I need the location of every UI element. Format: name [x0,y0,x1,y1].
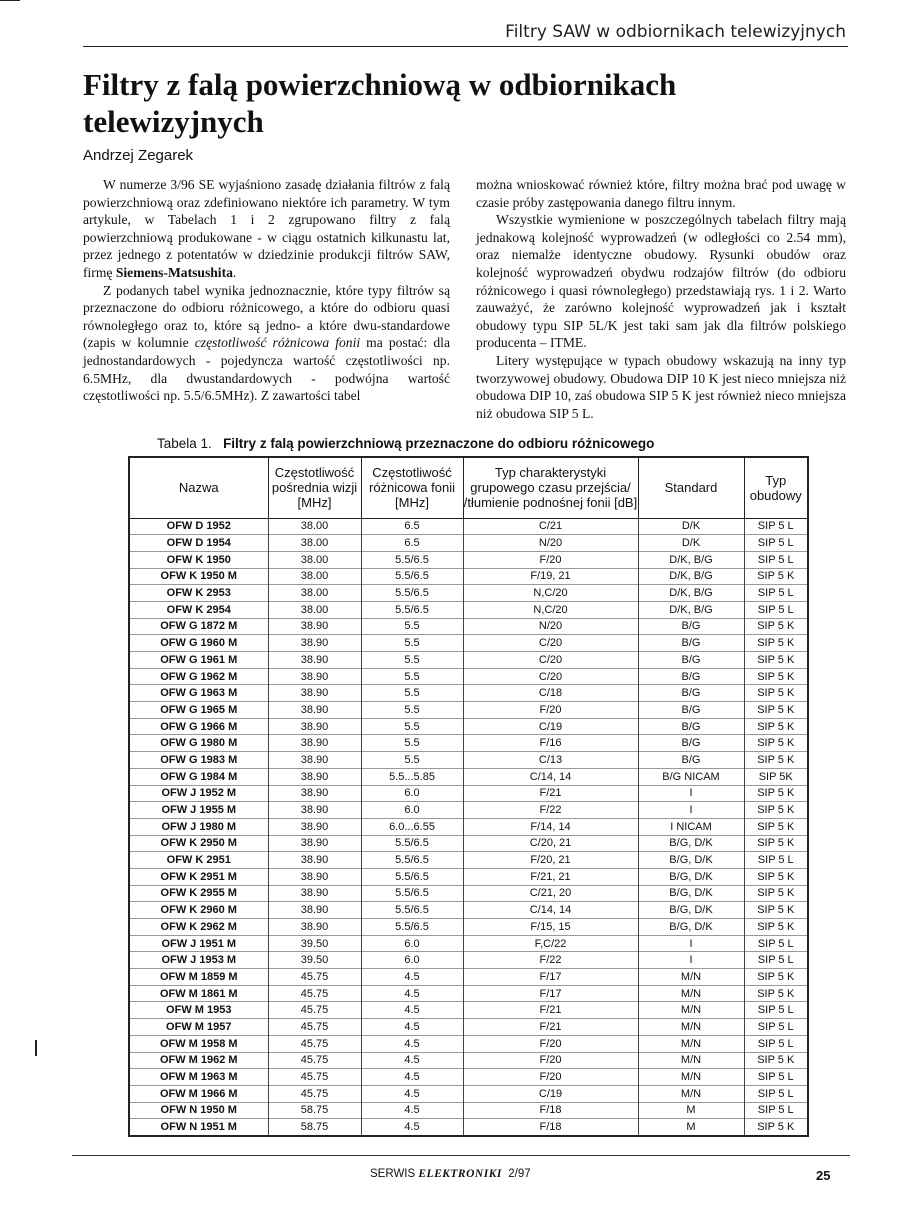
table-cell: N,C/20 [463,601,638,618]
table-cell: SIP 5 L [744,1085,808,1102]
table-cell: C/20, 21 [463,835,638,852]
running-title: Filtry SAW w odbiornikach telewizyjnych [505,22,846,42]
table-cell: B/G, D/K [638,868,744,885]
table-row [129,718,808,735]
table-row [129,1019,808,1036]
table-cell: C/19 [463,1085,638,1102]
table-row [129,535,808,552]
table-cell: D/K [638,535,744,552]
table-cell: 5.5/6.5 [361,568,463,585]
table-cell: OFW N 1951 M [129,1119,268,1136]
table-cell: OFW K 2960 M [129,902,268,919]
table-cell: SIP 5 K [744,969,808,986]
table-cell: 5.5 [361,652,463,669]
table-cell: SIP 5 K [744,868,808,885]
table-cell: B/G, D/K [638,852,744,869]
table-cell: F/14, 14 [463,818,638,835]
table-cell: OFW G 1983 M [129,752,268,769]
table-cell: OFW G 1961 M [129,652,268,669]
table-cell: 6.0...6.55 [361,818,463,835]
table-cell: I NICAM [638,818,744,835]
table-cell: B/G NICAM [638,768,744,785]
table-cell: 4.5 [361,969,463,986]
table-cell: 38.00 [268,585,361,602]
table-cell: B/G [638,752,744,769]
table-cell: I [638,802,744,819]
table-cell: C/20 [463,635,638,652]
table-cell: B/G [638,685,744,702]
table-cell: 5.5 [361,752,463,769]
table-cell: F/20 [463,1035,638,1052]
table-cell: OFW G 1980 M [129,735,268,752]
table-cell: OFW G 1965 M [129,702,268,719]
table-cell: D/K [638,518,744,535]
table-cell: 38.00 [268,551,361,568]
table-row [129,685,808,702]
table-cell: OFW J 1951 M [129,935,268,952]
table-cell: OFW J 1955 M [129,802,268,819]
table-cell: 38.90 [268,835,361,852]
table-cell: C/14, 14 [463,902,638,919]
table-cell: 38.90 [268,868,361,885]
table-cell: SIP 5 K [744,1119,808,1136]
table-row [129,635,808,652]
table-cell: 6.5 [361,535,463,552]
table-cell: 38.90 [268,902,361,919]
table-cell: B/G, D/K [638,885,744,902]
table-cell: OFW J 1980 M [129,818,268,835]
table-cell: 5.5 [361,702,463,719]
table-cell: SIP 5 K [744,752,808,769]
table-cell: 5.5/6.5 [361,852,463,869]
table-cell: M/N [638,1035,744,1052]
table-cell: C/20 [463,652,638,669]
table-cell: 38.00 [268,568,361,585]
table-cell: 38.90 [268,652,361,669]
table-cell: 38.90 [268,735,361,752]
table-cell: 4.5 [361,1102,463,1119]
table-cell: SIP 5 K [744,1052,808,1069]
table-cell: 38.90 [268,752,361,769]
table-cell: SIP 5 L [744,1019,808,1036]
table-cell: OFW N 1950 M [129,1102,268,1119]
table-cell: OFW D 1952 [129,518,268,535]
table-cell: OFW K 2955 M [129,885,268,902]
table-cell: I [638,785,744,802]
table-row [129,1002,808,1019]
table-cell: SIP 5 K [744,668,808,685]
table-cell: 4.5 [361,1085,463,1102]
table-cell: D/K, B/G [638,585,744,602]
table-cell: OFW K 2951 M [129,868,268,885]
table-cell: M/N [638,969,744,986]
table-cell: F/17 [463,985,638,1002]
table-cell: SIP 5 K [744,635,808,652]
table-cell: 45.75 [268,1052,361,1069]
table-cell: F/20 [463,1052,638,1069]
table-cell: 4.5 [361,1119,463,1136]
table-cell: OFW G 1960 M [129,635,268,652]
table-cell: 4.5 [361,1035,463,1052]
filter-table [128,456,809,1137]
table-cell: SIP 5 L [744,1069,808,1086]
table-cell: SIP 5 K [744,885,808,902]
table-cell: 38.90 [268,635,361,652]
table-cell: D/K, B/G [638,601,744,618]
table-cell: 38.00 [268,535,361,552]
table-cell: SIP 5 K [744,618,808,635]
table-cell: SIP 5 L [744,551,808,568]
table-cell: C/21 [463,518,638,535]
table-row [129,518,808,535]
table-cell: 38.90 [268,785,361,802]
table-cell: C/13 [463,752,638,769]
table-cell: 45.75 [268,1085,361,1102]
table-cell: 5.5 [361,718,463,735]
table-cell: 5.5/6.5 [361,551,463,568]
table-row [129,768,808,785]
table-cell: 38.90 [268,818,361,835]
table-cell: OFW K 2954 [129,601,268,618]
table-cell: 6.0 [361,935,463,952]
table-cell: SIP 5 K [744,702,808,719]
table-cell: OFW M 1963 M [129,1069,268,1086]
table-cell: SIP 5 K [744,685,808,702]
table-cell: F/22 [463,952,638,969]
table-cell: M [638,1102,744,1119]
caption-title: Filtry z falą powierzchniową przeznaczone do odbioru różnicowego [223,436,655,451]
paragraph: Z podanych tabel wynika jednoznacznie, które typy filtrów są przeznaczone do odbioru różnicowego, a które do odbioru quasi równoległego oraz to, które są jedno- a które dwu-standardowe (zapis w kolumnie częstotliwość różnicowa fonii ma postać: dla jednostandardowych - pojedyncza wartość częstotliwości np. 6.5MHz, dla dwustandardowych - podwójna wartość częstotliwości np. 5.5/6.5MHz). Z zawartości tabel [83,282,450,404]
table-cell: I [638,935,744,952]
table-row [129,1102,808,1119]
table-cell: 6.0 [361,785,463,802]
table-row [129,852,808,869]
table-cell: 5.5/6.5 [361,885,463,902]
table-cell: N/20 [463,535,638,552]
table-cell: OFW M 1958 M [129,1035,268,1052]
table-row [129,735,808,752]
table-cell: 38.90 [268,919,361,936]
table-cell: B/G [638,702,744,719]
table-row [129,935,808,952]
table-cell: B/G [638,668,744,685]
table-cell: 6.0 [361,952,463,969]
table-cell: SIP 5 L [744,952,808,969]
table-cell: SIP 5 K [744,718,808,735]
header-rule [83,46,848,47]
table-cell: 38.90 [268,702,361,719]
table-cell: 5.5 [361,635,463,652]
table-cell: F/20 [463,551,638,568]
table-cell: B/G, D/K [638,919,744,936]
table-cell: OFW K 1950 M [129,568,268,585]
table-cell: SIP 5 K [744,785,808,802]
table-cell: B/G [638,735,744,752]
table-cell: F/20, 21 [463,852,638,869]
table-cell: OFW K 2962 M [129,919,268,936]
table-cell: OFW M 1957 [129,1019,268,1036]
table-cell: 4.5 [361,985,463,1002]
table-cell: 4.5 [361,1019,463,1036]
table-cell: F/20 [463,702,638,719]
table-cell: M/N [638,1052,744,1069]
table-cell: SIP 5 K [744,735,808,752]
table-cell: 45.75 [268,1019,361,1036]
table-cell: SIP 5 K [744,902,808,919]
table-cell: 5.5/6.5 [361,868,463,885]
table-cell: SIP 5 K [744,818,808,835]
table-cell: M/N [638,1002,744,1019]
table-cell: OFW K 1950 [129,551,268,568]
table-cell: 38.90 [268,885,361,902]
table-row [129,868,808,885]
table-cell: N,C/20 [463,585,638,602]
table-cell: 45.75 [268,1069,361,1086]
table-cell: F/18 [463,1102,638,1119]
table-row [129,702,808,719]
table-row [129,1035,808,1052]
table-cell: 6.5 [361,518,463,535]
table-cell: M/N [638,1069,744,1086]
table-cell: 45.75 [268,969,361,986]
right-column [476,176,846,422]
table-row [129,969,808,986]
table-cell: 38.00 [268,601,361,618]
table-cell: 45.75 [268,985,361,1002]
table-row [129,802,808,819]
table-cell: 38.90 [268,768,361,785]
table-cell: F/20 [463,1069,638,1086]
table-cell: B/G [638,652,744,669]
table-cell: 38.00 [268,518,361,535]
table-row [129,568,808,585]
table-cell: 5.5 [361,685,463,702]
table-cell: SIP 5 K [744,802,808,819]
table-cell: 39.50 [268,935,361,952]
table-cell: 4.5 [361,1069,463,1086]
table-cell: OFW M 1966 M [129,1085,268,1102]
table-cell: SIP 5 L [744,518,808,535]
table-cell: C/14, 14 [463,768,638,785]
table-cell: 5.5...5.85 [361,768,463,785]
table-cell: 38.90 [268,852,361,869]
table-cell: OFW M 1953 [129,1002,268,1019]
table-cell: SIP 5 L [744,585,808,602]
header-package: Typ obudowy [744,457,808,518]
header-sound-freq: Częstotliwość różnicowa fonii [MHz] [361,457,463,518]
table-cell: 38.90 [268,718,361,735]
paragraph: Litery występujące w typach obudowy wskazują na inny typ tworzywowej obudowy. Obudowa DIP 10 K jest nieco mniejsza niż obudowa DIP 10, zaś obudowa SIP 5 K jest również nieco mniejsza niż obudowa SIP 5 L. [476,352,846,421]
table-cell: SIP 5 K [744,835,808,852]
table-row [129,818,808,835]
table-cell: B/G, D/K [638,835,744,852]
table-cell: OFW J 1953 M [129,952,268,969]
table-cell: 4.5 [361,1002,463,1019]
table-cell: 5.5/6.5 [361,585,463,602]
table-cell: 38.90 [268,685,361,702]
table-row [129,618,808,635]
table-cell: OFW G 1962 M [129,668,268,685]
table-cell: F/18 [463,1119,638,1136]
table-row [129,551,808,568]
table-row [129,1085,808,1102]
table-cell: SIP 5 K [744,568,808,585]
table-row [129,585,808,602]
table-cell: I [638,952,744,969]
table-cell: 38.90 [268,668,361,685]
scan-mark [35,1040,37,1056]
table-cell: SIP 5 K [744,919,808,936]
table-cell: OFW M 1859 M [129,969,268,986]
table-cell: C/18 [463,685,638,702]
paragraph: Wszystkie wymienione w poszczególnych tabelach filtry mają jednakową kolejność wyprowadzeń (w odległości co 2.54 mm), oraz niemalże identyczne obudowy. Rysunki obudów oraz kolejność wyprowadzeń obydwu rodzajów filtrów (do odbioru różnicowego i quasi równoległego) przedstawiają rys. 1 i 2. Warto zauważyć, że zarówno kolejność wyprowadzeń jak i kształt obudowy typu SIP 5L/K jest taki sam jak dla filtrów polskiego producenta – ITME. [476,212,846,351]
table-cell: 5.5/6.5 [361,902,463,919]
article-author: Andrzej Zegarek [83,147,194,164]
table-cell: F/21 [463,785,638,802]
table-cell: OFW K 2951 [129,852,268,869]
table-cell: 5.5/6.5 [361,835,463,852]
footer-magazine: SERWIS ELEKTRONIKI 2/97 [370,1168,531,1180]
table-cell: D/K, B/G [638,551,744,568]
table-row [129,835,808,852]
table-cell: 5.5 [361,668,463,685]
table-cell: 58.75 [268,1102,361,1119]
table-cell: SIP 5 L [744,601,808,618]
table-cell: 38.90 [268,618,361,635]
left-column [83,176,450,405]
table-cell: OFW G 1963 M [129,685,268,702]
table-cell: F/17 [463,969,638,986]
table-cell: C/21, 20 [463,885,638,902]
table-cell: F/22 [463,802,638,819]
table-cell: D/K, B/G [638,568,744,585]
paragraph: W numerze 3/96 SE wyjaśniono zasadę działania filtrów z falą powierzchniową oraz zdefiniowano niektóre ich parametry. W tym artykule, w Tabelach 1 i 2 zgrupowano filtry z falą powierzchniową produkowane - w ciągu ostatnich kilkunastu lat, przez jednego z potentatów w dziedzinie produkcji filtrów SAW, firmę Siemens-Matsushita. [83,177,450,280]
table-cell: SIP 5 L [744,935,808,952]
table-cell: SIP 5 L [744,1035,808,1052]
table-cell: SIP 5 L [744,852,808,869]
paragraph: można wnioskować również które, filtry można brać pod uwagę w czasie próby zastępowania danego filtru innym. [476,177,846,210]
table-cell: OFW M 1861 M [129,985,268,1002]
table-cell: SIP 5 K [744,985,808,1002]
table-caption [157,436,654,451]
header-if-freq: Częstotliwość pośrednia wizji [MHz] [268,457,361,518]
table-cell: OFW G 1966 M [129,718,268,735]
table-cell: OFW D 1954 [129,535,268,552]
table-body [129,518,808,1136]
scan-mark [0,0,20,1]
caption-label: Tabela 1. [157,436,212,451]
table-row [129,952,808,969]
table-row [129,668,808,685]
table-cell: M/N [638,1085,744,1102]
table-cell: F/21 [463,1019,638,1036]
table-cell: OFW M 1962 M [129,1052,268,1069]
header-characteristic: Typ charakterystyki grupowego czasu przejścia/ /tłumienie podnośnej fonii [dB] [463,457,638,518]
page-number: 25 [816,1168,831,1183]
table-cell: OFW K 2950 M [129,835,268,852]
table-row [129,885,808,902]
footer-rule [72,1155,850,1156]
table-cell: 6.0 [361,802,463,819]
table-cell: 45.75 [268,1002,361,1019]
table-cell: F/16 [463,735,638,752]
table-cell: F/15, 15 [463,919,638,936]
table-cell: M/N [638,985,744,1002]
table-cell: 5.5 [361,618,463,635]
table-cell: SIP 5 L [744,1002,808,1019]
table-row [129,919,808,936]
table-cell: C/19 [463,718,638,735]
table-row [129,1052,808,1069]
article-title: Filtry z falą powierzchniową w odbiornikach telewizyjnych [83,67,677,139]
table-row [129,1119,808,1136]
table-cell: C/20 [463,668,638,685]
header-standard: Standard [638,457,744,518]
table-cell: B/G [638,718,744,735]
table-cell: SIP 5K [744,768,808,785]
table-cell: 38.90 [268,802,361,819]
table-row [129,601,808,618]
table-cell: SIP 5 K [744,652,808,669]
table-cell: 5.5/6.5 [361,601,463,618]
table-row [129,785,808,802]
table-cell: N/20 [463,618,638,635]
table-cell: OFW K 2953 [129,585,268,602]
table-row [129,652,808,669]
table-cell: 5.5 [361,735,463,752]
table-cell: M/N [638,1019,744,1036]
table-row [129,1069,808,1086]
table-cell: F/19, 21 [463,568,638,585]
table-cell: SIP 5 L [744,535,808,552]
table-cell: B/G, D/K [638,902,744,919]
table-cell: 58.75 [268,1119,361,1136]
table-cell: SIP 5 L [744,1102,808,1119]
table-cell: OFW G 1872 M [129,618,268,635]
table-cell: F/21 [463,1002,638,1019]
table-cell: 5.5/6.5 [361,919,463,936]
table-cell: B/G [638,635,744,652]
table-cell: M [638,1119,744,1136]
header-name: Nazwa [129,457,268,518]
table-row [129,752,808,769]
table-cell: 39.50 [268,952,361,969]
table-cell: OFW J 1952 M [129,785,268,802]
table-cell: F/21, 21 [463,868,638,885]
table-row [129,902,808,919]
table-cell: F,C/22 [463,935,638,952]
table-cell: OFW G 1984 M [129,768,268,785]
table-cell: 45.75 [268,1035,361,1052]
table-row [129,985,808,1002]
table-cell: B/G [638,618,744,635]
table-cell: 4.5 [361,1052,463,1069]
